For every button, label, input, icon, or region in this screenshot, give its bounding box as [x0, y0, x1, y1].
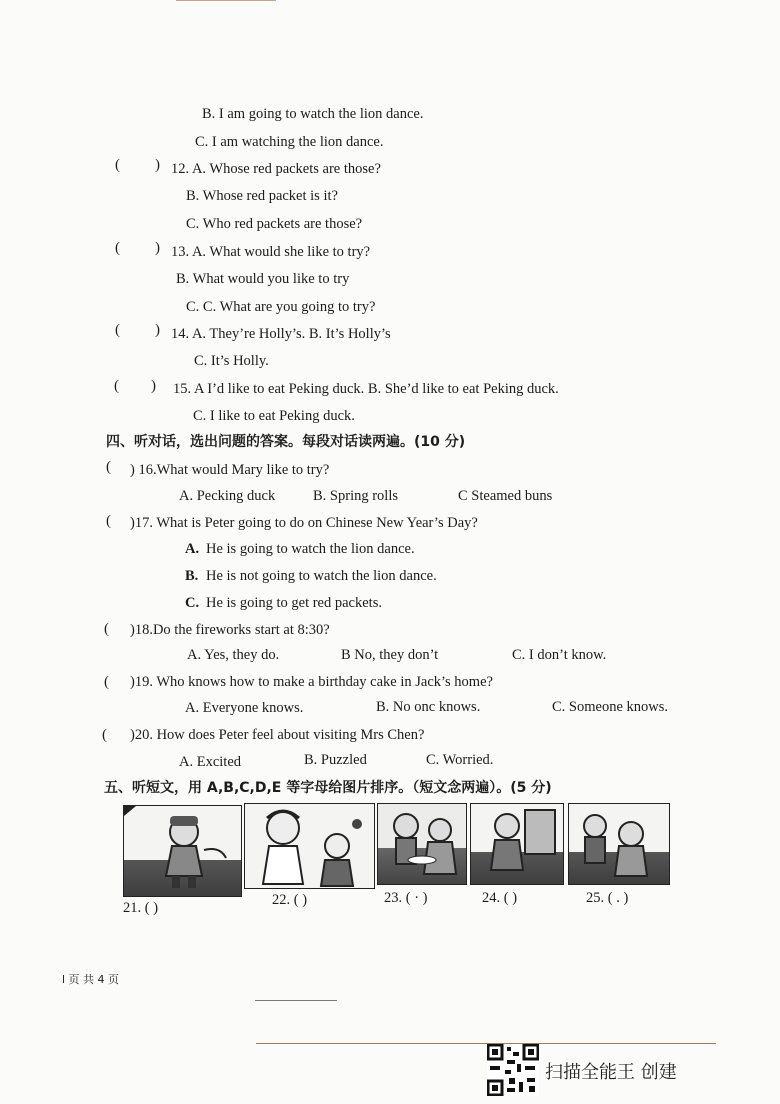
- answer-paren-14-open: (: [115, 322, 120, 338]
- two-girls-illustration: [245, 804, 374, 888]
- q17-option-b-letter: B.: [185, 568, 199, 584]
- q19-stem: )19. Who knows how to make a birthday cake in Jack’s home?: [130, 674, 493, 690]
- answer-paren-13-open: (: [115, 240, 120, 256]
- page-number: l 页 共 4 页: [62, 973, 120, 986]
- qr-code-icon: [487, 1044, 539, 1096]
- q16-option-a: A. Pecking duck: [179, 488, 276, 504]
- q19-option-c: C. Someone knows.: [552, 699, 668, 715]
- two-children-illustration: [569, 804, 669, 884]
- q15-option-c: C. I like to eat Peking duck.: [193, 408, 355, 424]
- q17-stem: )17. What is Peter going to do on Chinese New Year’s Day?: [130, 515, 478, 531]
- story-picture-3: [377, 803, 467, 885]
- q13-stem: 13. A. What would she like to try?: [171, 244, 371, 260]
- scan-line-2: [256, 1043, 716, 1044]
- q13-option-b: B. What would you like to try: [176, 271, 350, 287]
- story-picture-2: [244, 803, 375, 889]
- q20-option-a: A. Excited: [179, 754, 242, 770]
- q13-option-c: C. C. What are you going to try?: [186, 299, 376, 315]
- story-picture-4: [470, 803, 564, 885]
- story-picture-1: [123, 805, 242, 897]
- q17-option-a: He is going to watch the lion dance.: [206, 541, 415, 557]
- picture-label-24: 24. ( ): [482, 890, 518, 906]
- story-picture-5: [568, 803, 670, 885]
- q17-option-c: He is going to get red packets.: [206, 595, 382, 611]
- q20-stem: )20. How does Peter feel about visiting Mrs Chen?: [130, 727, 425, 743]
- picture-label-22: 22. ( ): [272, 892, 308, 908]
- scanner-watermark: 扫描全能王 创建: [545, 1062, 677, 1083]
- q18-option-b: B No, they don’t: [341, 647, 439, 663]
- answer-paren-19-open: (: [104, 674, 109, 690]
- q20-option-b: B. Puzzled: [304, 752, 367, 768]
- q16-option-b: B. Spring rolls: [313, 488, 398, 504]
- answer-paren-15-open: (: [114, 378, 119, 394]
- q14-option-c: C. It’s Holly.: [194, 353, 269, 369]
- answer-paren-16-open: (: [106, 459, 111, 475]
- q16-option-c: C Steamed buns: [458, 488, 553, 504]
- answer-paren-15-close: ): [151, 378, 156, 394]
- q14-stem: 14. A. They’re Holly’s. B. It’s Holly’s: [171, 326, 391, 342]
- q12-stem: 12. A. Whose red packets are those?: [171, 161, 381, 177]
- q16-stem: ) 16.What would Mary like to try?: [130, 462, 330, 478]
- section4-heading: 四、听对话，选出问题的答案。每段对话读两遍。(10 分): [106, 434, 466, 450]
- q20-option-c: C. Worried.: [426, 752, 494, 768]
- q17-option-b: He is not going to watch the lion dance.: [206, 568, 437, 584]
- q17-option-c-letter: C.: [185, 595, 200, 611]
- girl-by-door-illustration: [471, 804, 563, 884]
- picture-label-25: 25. ( . ): [586, 890, 629, 906]
- answer-paren-20-open: (: [102, 727, 107, 743]
- answer-paren-14-close: ): [155, 322, 160, 338]
- q12-option-c: C. Who red packets are those?: [186, 216, 363, 232]
- q12-option-b: B. Whose red packet is it?: [186, 188, 338, 204]
- picture-label-23: 23. ( · ): [384, 890, 428, 906]
- answer-paren-17-open: (: [106, 513, 111, 529]
- family-at-table-illustration: [378, 804, 466, 884]
- answer-paren-18-open: (: [104, 621, 109, 637]
- q18-option-c: C. I don’t know.: [512, 647, 607, 663]
- girl-in-snow-illustration: [124, 806, 241, 896]
- q18-stem: )18.Do the fireworks start at 8:30?: [130, 622, 330, 638]
- answer-paren-12-close: ): [155, 157, 160, 173]
- picture-label-21: 21. ( ): [123, 900, 159, 916]
- q11-option-b: B. I am going to watch the lion dance.: [202, 106, 424, 122]
- q19-option-a: A. Everyone knows.: [185, 700, 304, 716]
- answer-paren-12-open: (: [115, 157, 120, 173]
- q15-stem: 15. A I’d like to eat Peking duck. B. She’d like to eat Peking duck.: [173, 381, 559, 397]
- q18-option-a: A. Yes, they do.: [187, 647, 280, 663]
- answer-paren-13-close: ): [155, 240, 160, 256]
- q17-option-a-letter: A.: [185, 541, 200, 557]
- q19-option-b: B. No onc knows.: [376, 699, 481, 715]
- section5-heading: 五、听短文，用 A,B,C,D,E 等字母给图片排序。（短文念两遍）。(5 分): [104, 780, 552, 796]
- scan-edge-top: [176, 0, 276, 1]
- q11-option-c: C. I am watching the lion dance.: [195, 134, 384, 150]
- scan-line-1: [255, 1000, 337, 1001]
